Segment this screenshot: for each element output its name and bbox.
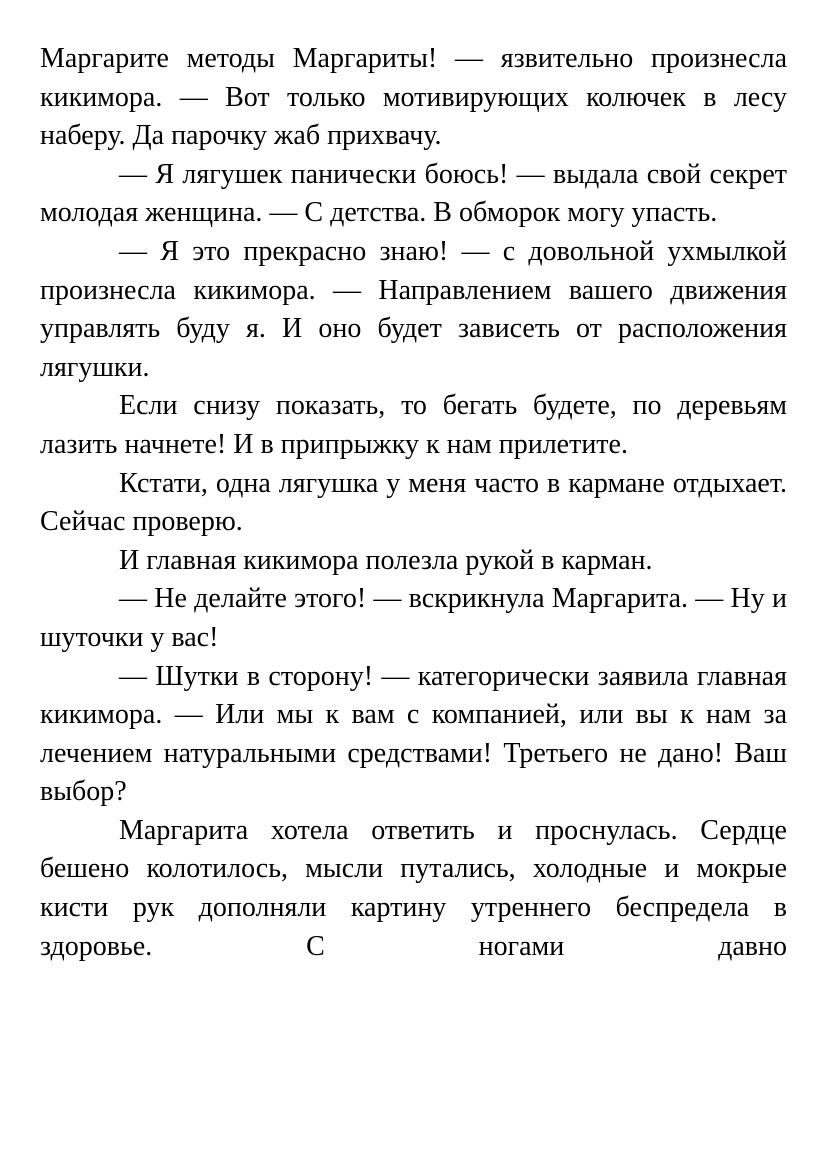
paragraph: Если снизу показать, то бегать будете, по деревьям лазить начнете! И в припрыжку к нам прилетите. bbox=[40, 390, 787, 460]
paragraph: — Я лягушек панически боюсь! — выдала свой секрет молодая женщина. — С детства. В обморок могу упасть. bbox=[40, 158, 787, 229]
paragraph: И главная кикимора полезла рукой в карман. bbox=[119, 544, 653, 576]
paragraph: Кстати, одна лягушка у меня часто в кармане отдыхает. Сейчас проверю. bbox=[40, 467, 787, 538]
paragraph: — Шутки в сторону! — категорически заявила главная кикимора. — Или мы к вам с компанией, или вы к нам за лечением натуральными средствами! Третьего не дано! Ваш выбор? bbox=[40, 660, 787, 808]
page-body bbox=[40, 40, 787, 966]
paragraph-continued: Маргарита хотела ответить и проснулась. Сердце бешено колотилось, мысли путались, холодные и мокрые кисти рук дополняли картину утреннего беспредела в здоровье. С ногами давно bbox=[40, 814, 787, 962]
paragraph: — Не делайте этого! — вскрикнула Маргарита. — Ну и шуточки у вас! bbox=[40, 583, 787, 653]
paragraph: — Я это прекрасно знаю! — с довольной ухмылкой произнесла кикимора. — Направлением вашего движения управлять буду я. И оно будет зависеть от расположения лягушки. bbox=[40, 235, 787, 383]
paragraph: Маргарите методы Маргариты! — язвительно произнесла кикимора. — Вот только мотивирующих колючек в лесу наберу. Да парочку жаб прихвачу. bbox=[40, 43, 787, 152]
